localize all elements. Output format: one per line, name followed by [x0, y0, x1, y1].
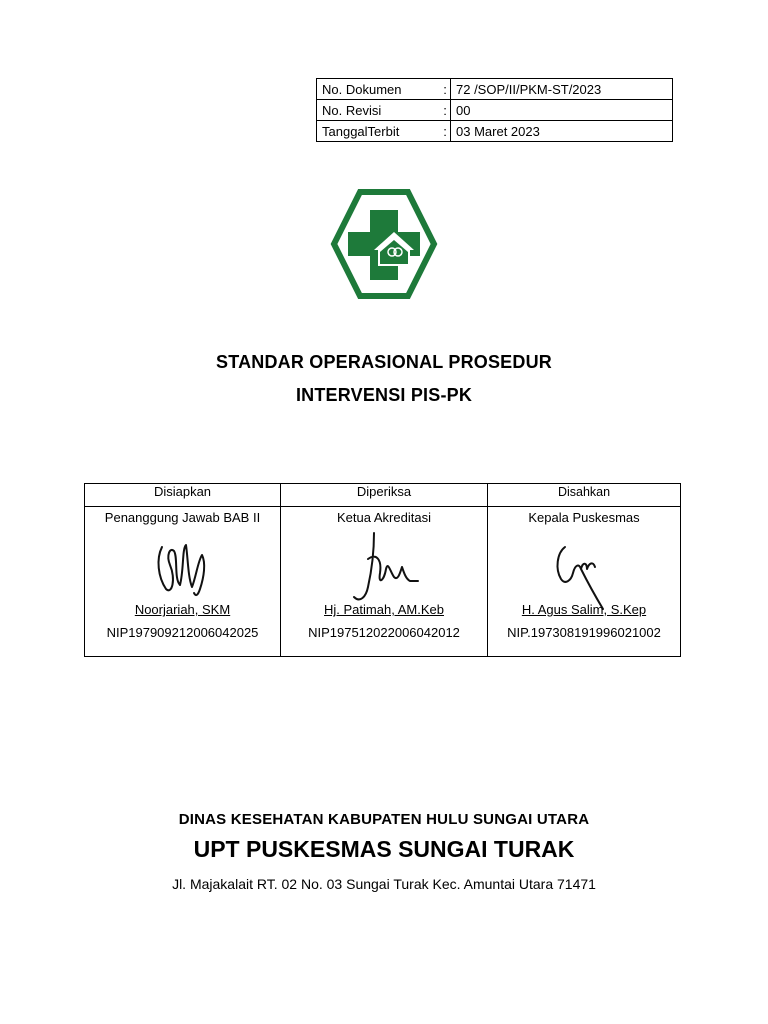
approval-body-row: [85, 507, 681, 657]
checked-name: Hj. Patimah, AM.Keb: [324, 602, 444, 617]
doc-number-value: 72 /SOP/II/PKM-ST/2023: [451, 79, 673, 100]
agency-name: DINAS KESEHATAN KABUPATEN HULU SUNGAI UTARA: [178, 811, 590, 828]
prepared-nip: NIP197909212006042025: [106, 625, 259, 640]
health-cross-hexagon-logo: [330, 188, 438, 300]
checked-nip: NIP197512022006042012: [308, 625, 460, 640]
approval-table: [84, 483, 681, 657]
signature-prepared: [148, 529, 218, 602]
header-prepared: Disiapkan: [85, 484, 281, 507]
approval-header-row: [85, 484, 681, 507]
prepared-cell: [85, 507, 281, 657]
unit-address: Jl. Majakalait RT. 02 No. 03 Sungai Turak Kec. Amuntai Utara 71471: [172, 876, 596, 892]
issue-date-value: 03 Maret 2023: [451, 121, 673, 142]
checked-cell: [281, 507, 488, 657]
revision-row: [317, 100, 673, 121]
document-info-table: [316, 78, 673, 142]
approved-nip: NIP.197308191996021002: [507, 625, 661, 640]
revision-label: No. Revisi: [317, 100, 441, 121]
sop-subtitle: INTERVENSI PIS-PK: [295, 385, 473, 405]
approved-cell: [488, 507, 681, 657]
doc-number-row: [317, 79, 673, 100]
unit-name: UPT PUSKESMAS SUNGAI TURAK: [193, 836, 575, 862]
header-checked: Diperiksa: [281, 484, 488, 507]
doc-number-label: No. Dokumen: [317, 79, 441, 100]
approved-role: Kepala Puskesmas: [528, 510, 640, 525]
prepared-role: Penanggung Jawab BAB II: [104, 510, 261, 525]
issue-date-colon: :: [440, 121, 451, 142]
sop-title: STANDAR OPERASIONAL PROSEDUR: [216, 352, 552, 372]
revision-value: 00: [451, 100, 673, 121]
checked-role: Ketua Akreditasi: [337, 510, 431, 525]
issue-date-row: [317, 121, 673, 142]
doc-number-colon: :: [440, 79, 451, 100]
issue-date-label: TanggalTerbit: [317, 121, 441, 142]
header-approved: Disahkan: [488, 484, 681, 507]
approved-name: H. Agus Salim, S.Kep: [521, 602, 647, 617]
prepared-name: Noorjariah, SKM: [134, 602, 231, 617]
revision-colon: :: [440, 100, 451, 121]
